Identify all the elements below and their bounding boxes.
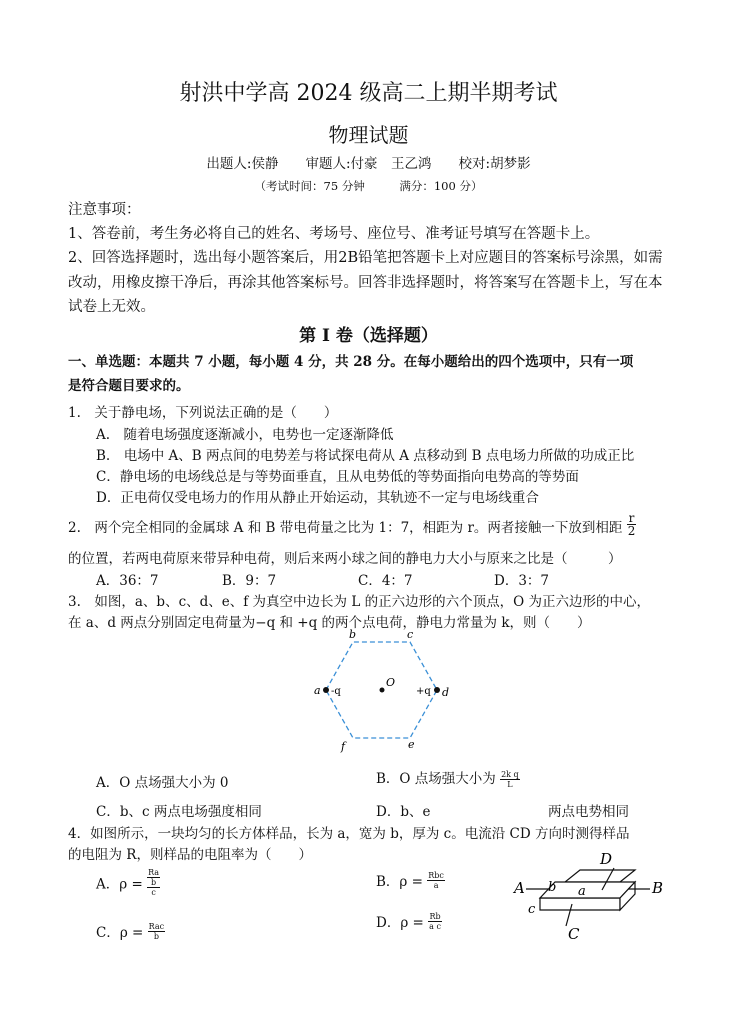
q4-option-c-den: b [153, 931, 159, 941]
fig-label-a-upper: A [514, 879, 525, 897]
q4-option-a-fraction [147, 868, 160, 897]
cuboid-front-face [540, 898, 620, 910]
subject-title: 物理试题 [328, 123, 409, 147]
exam-title: 射洪中学高 2024 级高二上期半期考试 [179, 81, 558, 106]
q3-option-d: D．b、e [376, 804, 431, 820]
q3-option-b-num: 2k q [501, 770, 519, 779]
q4-line-2: 的电阻为 R，则样品的电阻率为（ ） [68, 847, 312, 863]
q4-option-b-fraction [427, 871, 445, 890]
q4-option-c-text: C．ρ = [96, 925, 144, 941]
q2-fraction-den: 2 [627, 524, 636, 538]
cuboid-figure [510, 846, 670, 942]
exam-info: （考试时间：75 分钟 满分：100 分） [254, 179, 483, 193]
q3-line-1: 3. 如图，a、b、c、d、e、f 为真空中边长为 L 的正六边形的六个顶点，O 为正六边形的中心， [68, 594, 650, 610]
q2-line-1-text: 2. 两个完全相同的金属球 A 和 B 带电荷量之比为 1：7，相距为 r。两者接触一下放到相距 [68, 520, 623, 536]
part1-instructions-line-2: 是符合题目要求的。 [68, 378, 190, 394]
q1-option-a: A. 随着电场强度逐渐减小，电势也一定逐渐降低 [96, 427, 394, 443]
section-title-pre: 第 [299, 326, 323, 346]
q4-option-d-fraction [428, 912, 442, 931]
q4-option-c-num: Rac [148, 921, 165, 931]
q2-option-b: B．9：7 [222, 573, 277, 589]
fig-label-d-upper: D [600, 850, 613, 868]
q2-option-a: A．36：7 [96, 573, 159, 589]
label-neg-q: -q [331, 686, 341, 697]
q4-option-a-text: A．ρ = [96, 876, 143, 893]
q4-option-d-den: a c [429, 921, 441, 931]
q1-option-d: D．正电荷仅受电场力的作用从静止开始运动，其轨迹不一定与电场线重合 [96, 490, 539, 506]
q3-line-2: 在 a、d 两点分别固定电荷量为−q 和 +q 的两个点电荷，静电力常量为 k，则（ ） [68, 615, 591, 631]
q2-option-c: C．4：7 [358, 573, 413, 589]
q4-option-a [96, 868, 160, 897]
q2-fraction-num: r [628, 511, 635, 525]
part1-instructions-line-1: 一、单选题：本题共 7 小题，每小题 4 分，共 28 分。在每小题给出的四个选项中，只有一项 [68, 354, 634, 370]
q4-line-1: 4．如图所示，一块均匀的长方体样品，长为 a，宽为 b，厚为 c。电流沿 CD 方向时测得样品 [68, 826, 630, 842]
q3-option-b [376, 767, 520, 789]
q1-option-b: B. 电场中 A、B 两点间的电势差与将试探电荷从 A 点移动到 B 点电场力所做的功成正比 [96, 448, 635, 464]
fig-label-b-upper: B [652, 879, 664, 897]
notice-heading: 注意事项： [68, 202, 141, 218]
q4-option-d [376, 911, 442, 931]
q4-option-a-den-1: b [147, 878, 160, 888]
label-b: b [349, 628, 357, 641]
label-pos-q: +q [416, 686, 431, 697]
center-o-dot [380, 688, 385, 693]
fig-label-c-lower: c [528, 902, 536, 917]
q4-option-b [376, 870, 445, 890]
label-c: c [407, 628, 414, 641]
q2-option-d: D．3：7 [494, 573, 550, 589]
q2-line-2: 的位置，若两电荷原来带异种电荷，则后来两小球之间的静电力大小与原来之比是（ ） [68, 551, 622, 567]
notice-item-2-line-2: 改动，用橡皮擦干净后，再涂其他答案标号。回答非选择题时，将答案写在答题卡上，写在本 [68, 275, 663, 291]
q4-option-b-den: a [433, 880, 439, 890]
q4-option-b-num: Rbc [428, 870, 444, 880]
notice-item-2-line-1: 2、回答选择题时，选出每小题答案后，用2B铅笔把答题卡上对应题目的答案标号涂黑，如需 [68, 250, 663, 266]
fig-label-c-upper: C [568, 925, 580, 942]
authors-line: 出题人:侯静 审题人:付豪 王乙鸿 校对:胡梦影 [206, 156, 531, 172]
q3-option-a: A．O 点场强大小为 0 [96, 775, 229, 791]
q4-option-a-num: Ra [148, 868, 160, 877]
q2-fraction [627, 512, 637, 537]
fig-label-a-lower: a [578, 884, 586, 899]
section-title [0, 321, 737, 346]
q3-option-d-tail: 两点电势相同 [548, 804, 629, 820]
q3-option-c: C．b、c 两点电场强度相同 [96, 804, 262, 820]
q4-option-a-den-2: c [151, 888, 156, 897]
hexagon-figure [300, 626, 460, 756]
q2-line-1 [68, 511, 636, 541]
cuboid-top-face [565, 870, 635, 882]
q4-option-b-text: B．ρ = [376, 874, 423, 890]
section-title-post: 卷（选择题） [329, 326, 438, 346]
notice-item-2-line-3: 试卷上无效。 [68, 299, 155, 315]
label-e: e [408, 738, 415, 751]
section-title-roman: I [322, 326, 330, 346]
fig-label-b-lower: b [548, 880, 557, 895]
label-f: f [341, 740, 346, 753]
q4-option-d-num: Rb [429, 911, 441, 921]
q4-option-d-text: D．ρ = [376, 915, 424, 931]
q3-option-b-text: B．O 点场强大小为 [376, 771, 496, 787]
point-a-dot [323, 687, 329, 693]
notice-item-1: 1、答卷前，考生务必将自己的姓名、考场号、座位号、准考证号填写在答题卡上。 [68, 226, 600, 242]
q3-option-b-fraction [500, 770, 520, 789]
q1-stem: 1. 关于静电场，下列说法正确的是（ ） [68, 405, 338, 421]
q3-option-b-den: L [507, 780, 513, 789]
label-d: d [442, 686, 450, 699]
q4-option-c [96, 921, 165, 941]
q4-option-c-fraction [148, 922, 165, 941]
point-d-dot [434, 687, 440, 693]
label-o: O [386, 676, 396, 689]
q1-option-c: C．静电场的电场线总是与等势面垂直，且从电势低的等势面指向电势高的等势面 [96, 469, 579, 485]
label-a: a [314, 684, 321, 697]
